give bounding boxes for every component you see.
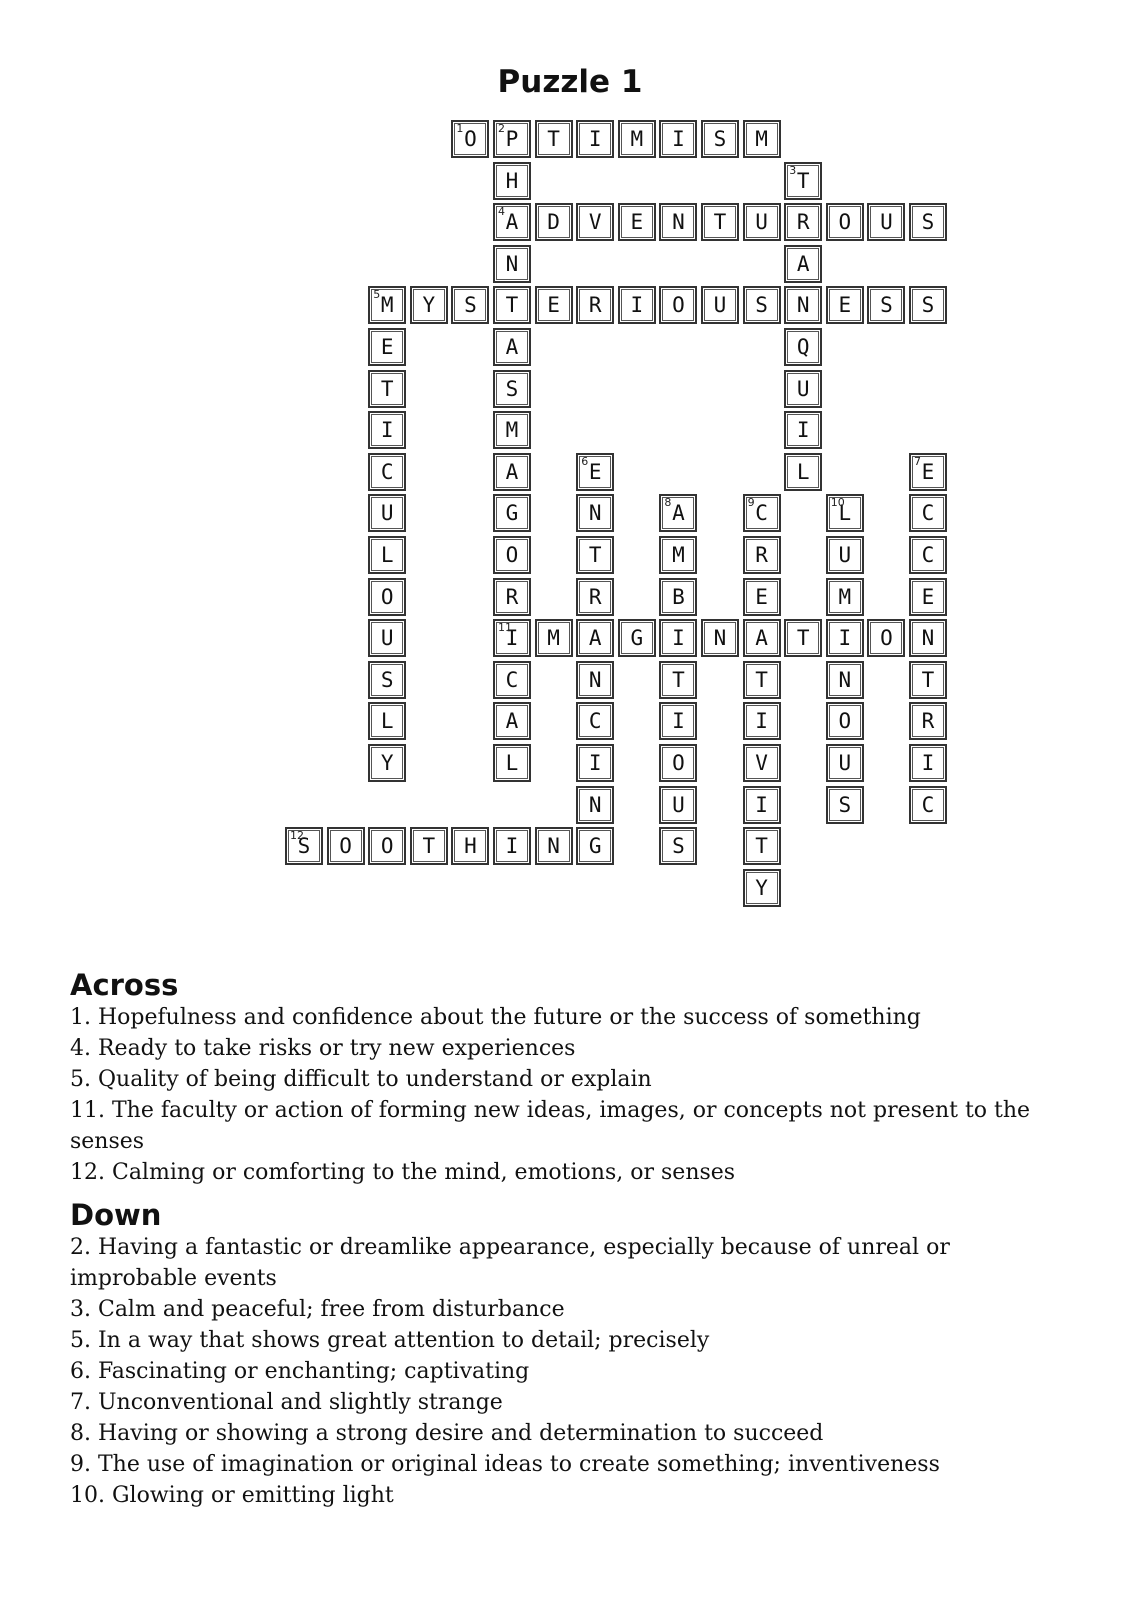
crossword-cell[interactable] xyxy=(659,744,697,782)
crossword-cell[interactable] xyxy=(368,702,406,740)
cell-letter: I xyxy=(505,834,519,859)
cell-letter: C xyxy=(380,459,394,484)
cell-letter: U xyxy=(713,293,727,318)
crossword-cell[interactable] xyxy=(909,744,947,782)
cell-letter: T xyxy=(755,834,768,859)
clue-item: 2. Having a fantastic or dreamlike appearance, especially because of unreal or improbable events xyxy=(70,1235,950,1291)
clue-number: 6 xyxy=(581,454,589,468)
clue-item: 11. The faculty or action of forming new ideas, images, or concepts not present to the senses xyxy=(70,1098,1031,1154)
cell-letter: I xyxy=(505,626,519,651)
crossword-cell[interactable] xyxy=(493,286,531,324)
cell-letter: T xyxy=(588,543,602,567)
crossword-cell[interactable] xyxy=(909,453,947,491)
cell-letter: E xyxy=(630,210,644,235)
crossword-cell[interactable] xyxy=(743,744,781,782)
crossword-cell[interactable] xyxy=(368,619,406,657)
cell-letter: A xyxy=(796,251,810,276)
crossword-cell[interactable] xyxy=(368,370,406,408)
crossword-cell[interactable] xyxy=(909,536,947,574)
crossword-cell[interactable] xyxy=(909,203,947,241)
cell-letter: U xyxy=(880,210,893,235)
crossword-cell[interactable] xyxy=(576,536,614,574)
crossword-cell[interactable] xyxy=(493,245,531,283)
cell-letter: I xyxy=(921,751,935,775)
crossword-cell[interactable] xyxy=(535,286,573,324)
cell-letter: I xyxy=(755,792,768,817)
cell-letter: A xyxy=(755,626,768,651)
clue-number: 9 xyxy=(747,496,755,510)
crossword-cell[interactable] xyxy=(701,203,739,241)
clue-item: 12. Calming or comforting to the mind, emotions, or senses xyxy=(70,1160,736,1185)
crossword-cell[interactable] xyxy=(493,827,531,865)
cell-letter: N xyxy=(588,792,602,817)
crossword-cell[interactable] xyxy=(743,661,781,699)
cell-letter: Y xyxy=(755,875,768,900)
cell-letter: I xyxy=(672,626,685,651)
cell-letter: D xyxy=(547,210,560,235)
crossword-cell[interactable] xyxy=(576,786,614,824)
crossword-cell[interactable] xyxy=(826,203,864,241)
clue-item: 10. Glowing or emitting light xyxy=(70,1483,394,1508)
cell-letter: N xyxy=(796,293,810,318)
cell-letter: A xyxy=(505,709,519,734)
crossword-cell[interactable] xyxy=(576,827,614,865)
cell-letter: T xyxy=(755,667,768,692)
crossword-cell[interactable] xyxy=(368,453,406,491)
cell-letter: S xyxy=(838,792,852,817)
crossword-cell[interactable] xyxy=(659,827,697,865)
cell-letter: C xyxy=(588,709,602,734)
cell-letter: R xyxy=(755,543,768,567)
cell-letter: T xyxy=(921,667,935,692)
crossword-cell[interactable] xyxy=(368,827,406,865)
cell-letter: O xyxy=(505,543,519,567)
cell-letter: A xyxy=(672,501,685,526)
crossword-cell[interactable] xyxy=(451,286,489,324)
clue-item: 7. Unconventional and slightly strange xyxy=(70,1390,503,1415)
crossword-cell[interactable] xyxy=(493,328,531,366)
crossword-cell[interactable] xyxy=(826,536,864,574)
crossword-cell[interactable] xyxy=(826,661,864,699)
crossword-cell[interactable] xyxy=(743,578,781,616)
cell-letter: O xyxy=(380,834,394,859)
cell-letter: R xyxy=(796,210,810,235)
cell-letter: C xyxy=(921,543,935,567)
cell-letter: S xyxy=(464,293,477,318)
clue-item: 4. Ready to take risks or try new experiences xyxy=(70,1036,576,1061)
clue-item: 8. Having or showing a strong desire and determination to succeed xyxy=(70,1421,824,1446)
cell-letter: O xyxy=(464,127,477,151)
cell-letter: L xyxy=(380,543,394,567)
cell-letter: I xyxy=(630,293,644,318)
clue-item: 5. Quality of being difficult to understand or explain xyxy=(70,1067,652,1092)
crossword-cell[interactable] xyxy=(535,203,573,241)
crossword-cell[interactable] xyxy=(659,619,697,657)
crossword-cell[interactable] xyxy=(576,286,614,324)
puzzle-title: Puzzle 1 xyxy=(497,64,643,100)
clue-number: 3 xyxy=(789,163,797,177)
crossword-cell[interactable] xyxy=(701,619,739,657)
cell-letter: A xyxy=(588,626,602,651)
cell-letter: I xyxy=(838,626,852,651)
clue-item: 6. Fascinating or enchanting; captivating xyxy=(70,1359,530,1384)
cell-letter: N xyxy=(713,626,727,651)
cell-letter: Y xyxy=(422,293,436,318)
crossword-cell[interactable] xyxy=(659,120,697,158)
crossword-cell[interactable] xyxy=(867,203,905,241)
cell-letter: S xyxy=(713,127,727,151)
cell-letter: M xyxy=(547,626,560,651)
crossword-cell[interactable] xyxy=(368,536,406,574)
cell-letter: T xyxy=(796,168,810,193)
cell-letter: G xyxy=(505,501,519,526)
crossword-cell[interactable] xyxy=(659,578,697,616)
down-heading: Down xyxy=(70,1198,162,1232)
crossword-cell[interactable] xyxy=(701,286,739,324)
crossword-cell[interactable] xyxy=(784,619,822,657)
cell-letter: G xyxy=(630,626,644,651)
cell-letter: M xyxy=(630,127,644,151)
crossword-cell[interactable] xyxy=(493,120,531,158)
cell-letter: S xyxy=(921,210,935,235)
cell-letter: C xyxy=(921,501,935,526)
cell-letter: O xyxy=(838,210,852,235)
crossword-cell[interactable] xyxy=(826,286,864,324)
cell-letter: I xyxy=(588,127,602,151)
crossword-cell[interactable] xyxy=(784,162,822,200)
crossword-cell[interactable] xyxy=(743,619,781,657)
crossword-cell[interactable] xyxy=(493,619,531,657)
clue-item: 3. Calm and peaceful; free from disturbance xyxy=(70,1297,565,1322)
cell-letter: E xyxy=(380,335,394,359)
crossword-cell[interactable] xyxy=(618,120,656,158)
crossword-cell[interactable] xyxy=(493,536,531,574)
cell-letter: P xyxy=(505,127,519,151)
crossword-cell[interactable] xyxy=(909,619,947,657)
crossword-cell[interactable] xyxy=(826,578,864,616)
cell-letter: M xyxy=(380,293,394,318)
crossword-cell[interactable] xyxy=(743,286,781,324)
crossword-cell[interactable] xyxy=(909,578,947,616)
cell-letter: N xyxy=(838,667,852,692)
clues-section xyxy=(70,968,1080,1511)
crossword-cell[interactable] xyxy=(535,827,573,865)
crossword-cell[interactable] xyxy=(909,494,947,532)
cell-letter: L xyxy=(380,709,394,734)
cell-letter: R xyxy=(588,293,602,318)
cell-letter: M xyxy=(838,584,852,609)
cell-letter: U xyxy=(796,376,810,401)
crossword-cell[interactable] xyxy=(659,661,697,699)
cell-letter: O xyxy=(880,626,893,651)
crossword-cell[interactable] xyxy=(743,827,781,865)
cell-letter: L xyxy=(796,459,810,484)
cell-letter: U xyxy=(672,792,685,817)
crossword-cell[interactable] xyxy=(368,744,406,782)
crossword-cell[interactable] xyxy=(285,827,323,865)
cell-letter: R xyxy=(505,584,519,609)
cell-letter: C xyxy=(921,792,935,817)
cell-letter: S xyxy=(672,834,685,859)
cell-letter: U xyxy=(380,626,394,651)
clue-number: 8 xyxy=(664,496,672,510)
clue-number: 12 xyxy=(290,829,304,843)
cell-letter: N xyxy=(505,251,519,276)
crossword-cell[interactable] xyxy=(535,619,573,657)
crossword-cell[interactable] xyxy=(576,453,614,491)
crossword-cell[interactable] xyxy=(784,453,822,491)
crossword-cell[interactable] xyxy=(576,578,614,616)
crossword-cell[interactable] xyxy=(826,786,864,824)
cell-letter: S xyxy=(505,376,519,401)
crossword-cell[interactable] xyxy=(576,661,614,699)
cell-letter: I xyxy=(380,418,394,443)
crossword-cell[interactable] xyxy=(576,619,614,657)
crossword-cell[interactable] xyxy=(493,661,531,699)
crossword-cell[interactable] xyxy=(368,661,406,699)
cell-letter: S xyxy=(921,293,935,318)
cell-letter: M xyxy=(672,543,685,567)
cell-letter: A xyxy=(505,459,519,484)
crossword-cell[interactable] xyxy=(493,744,531,782)
cell-letter: S xyxy=(297,834,311,859)
down-clue-list xyxy=(70,1232,1080,1511)
cell-letter: V xyxy=(755,751,768,775)
crossword-cell[interactable] xyxy=(535,120,573,158)
clue-number: 7 xyxy=(914,454,921,468)
crossword-cell[interactable] xyxy=(618,286,656,324)
crossword-cell[interactable] xyxy=(410,286,448,324)
crossword-cell[interactable] xyxy=(909,786,947,824)
crossword-cell[interactable] xyxy=(784,286,822,324)
crossword-cell[interactable] xyxy=(576,702,614,740)
crossword-cell[interactable] xyxy=(493,162,531,200)
crossword-cell[interactable] xyxy=(368,578,406,616)
crossword-cell[interactable] xyxy=(826,744,864,782)
cell-letter: E xyxy=(921,459,935,484)
cell-letter: I xyxy=(796,418,810,443)
cell-letter: T xyxy=(796,626,810,651)
crossword-cell[interactable] xyxy=(784,245,822,283)
crossword-cell[interactable] xyxy=(659,203,697,241)
crossword-cell[interactable] xyxy=(659,536,697,574)
cell-letter: L xyxy=(838,501,852,526)
crossword-cell[interactable] xyxy=(368,286,406,324)
cell-letter: L xyxy=(505,751,519,775)
cell-letter: I xyxy=(672,709,685,734)
cell-letter: Q xyxy=(796,335,810,359)
clue-item: 5. In a way that shows great attention to detail; precisely xyxy=(70,1328,710,1353)
cell-letter: C xyxy=(505,667,519,692)
crossword-cell[interactable] xyxy=(701,120,739,158)
crossword-cell[interactable] xyxy=(784,328,822,366)
cell-letter: U xyxy=(755,210,768,235)
cell-letter: E xyxy=(921,584,935,609)
crossword-cell[interactable] xyxy=(743,203,781,241)
cell-letter: H xyxy=(505,168,519,193)
clue-number: 2 xyxy=(498,122,505,135)
cell-letter: T xyxy=(547,127,560,151)
crossword-cell[interactable] xyxy=(743,536,781,574)
cell-letter: E xyxy=(588,459,602,484)
crossword-cell[interactable] xyxy=(327,827,365,865)
crossword-cell[interactable] xyxy=(743,702,781,740)
cell-letter: N xyxy=(588,501,602,526)
crossword-cell[interactable] xyxy=(659,702,697,740)
cell-letter: U xyxy=(380,501,394,526)
crossword-cell[interactable] xyxy=(909,286,947,324)
clue-number: 11 xyxy=(498,621,512,635)
cell-letter: O xyxy=(672,751,685,775)
crossword-cell[interactable] xyxy=(576,203,614,241)
cell-letter: U xyxy=(838,751,852,775)
crossword-cell[interactable] xyxy=(826,619,864,657)
cell-letter: O xyxy=(339,834,352,859)
crossword-cell[interactable] xyxy=(743,494,781,532)
cell-letter: N xyxy=(672,210,685,235)
cell-letter: A xyxy=(505,335,519,359)
crossword-cell[interactable] xyxy=(576,744,614,782)
crossword-cell[interactable] xyxy=(493,370,531,408)
crossword-cell[interactable] xyxy=(493,578,531,616)
crossword-cell[interactable] xyxy=(909,702,947,740)
clue-number: 4 xyxy=(498,205,505,219)
crossword-cell[interactable] xyxy=(867,286,905,324)
cell-letter: O xyxy=(838,709,852,734)
crossword-cell[interactable] xyxy=(368,328,406,366)
across-clue-list xyxy=(70,1002,1080,1188)
crossword-cell[interactable] xyxy=(451,827,489,865)
crossword-cell[interactable] xyxy=(493,453,531,491)
cell-letter: E xyxy=(838,293,852,318)
cell-letter: T xyxy=(713,210,727,235)
cell-letter: R xyxy=(588,584,602,609)
cell-letter: I xyxy=(588,751,602,775)
cell-letter: Y xyxy=(380,751,394,775)
crossword-cell[interactable] xyxy=(909,661,947,699)
cell-letter: R xyxy=(921,709,935,734)
crossword-cell[interactable] xyxy=(659,786,697,824)
cell-letter: I xyxy=(755,709,768,734)
crossword-cell[interactable] xyxy=(784,411,822,449)
cell-letter: B xyxy=(672,584,685,609)
crossword-cell[interactable] xyxy=(451,120,489,158)
crossword-cell[interactable] xyxy=(493,702,531,740)
cell-letter: E xyxy=(547,293,560,318)
cell-letter: C xyxy=(755,501,768,526)
cell-letter: N xyxy=(547,834,560,859)
crossword-cell[interactable] xyxy=(826,702,864,740)
crossword-cell[interactable] xyxy=(618,619,656,657)
cell-letter: V xyxy=(588,210,602,235)
crossword-cell[interactable] xyxy=(659,286,697,324)
cell-letter: M xyxy=(505,418,519,443)
crossword-cell[interactable] xyxy=(493,494,531,532)
cell-letter: S xyxy=(380,667,394,692)
crossword-cell[interactable] xyxy=(576,120,614,158)
crossword-cell[interactable] xyxy=(493,203,531,241)
clue-item: 9. The use of imagination or original ideas to create something; inventiveness xyxy=(70,1452,940,1477)
cell-letter: I xyxy=(672,127,685,151)
crossword-cell[interactable] xyxy=(826,494,864,532)
cell-letter: A xyxy=(505,210,519,235)
cell-letter: T xyxy=(380,376,394,401)
cell-letter: T xyxy=(672,667,685,692)
cell-letter: T xyxy=(422,834,436,859)
crossword-cell[interactable] xyxy=(784,203,822,241)
clue-number: 1 xyxy=(456,122,464,135)
across-heading: Across xyxy=(70,968,179,1002)
crossword-cell[interactable] xyxy=(743,869,781,907)
crossword-cell[interactable] xyxy=(618,203,656,241)
cell-letter: U xyxy=(838,543,852,567)
cell-letter: S xyxy=(880,293,893,318)
crossword-cell[interactable] xyxy=(493,411,531,449)
cell-letter: G xyxy=(588,834,602,859)
cell-letter: E xyxy=(755,584,768,609)
crossword-cell[interactable] xyxy=(743,120,781,158)
clue-item: 1. Hopefulness and confidence about the future or the success of something xyxy=(70,1005,921,1030)
cell-letter: M xyxy=(755,127,768,151)
cell-letter: H xyxy=(464,834,477,859)
cell-letter: T xyxy=(505,293,519,318)
cell-letter: N xyxy=(588,667,602,692)
cell-letter: O xyxy=(672,293,685,318)
crossword-cell[interactable] xyxy=(368,411,406,449)
crossword-cell[interactable] xyxy=(659,494,697,532)
cell-letter: N xyxy=(921,626,935,651)
crossword-cell[interactable] xyxy=(368,494,406,532)
cell-letter: S xyxy=(755,293,768,318)
cell-letter: O xyxy=(380,584,394,609)
crossword-cell[interactable] xyxy=(867,619,905,657)
crossword-cell[interactable] xyxy=(784,370,822,408)
clue-number: 10 xyxy=(830,496,845,510)
clue-number: 5 xyxy=(373,288,381,302)
crossword-cell[interactable] xyxy=(576,494,614,532)
crossword-cell[interactable] xyxy=(410,827,448,865)
crossword-cell[interactable] xyxy=(743,786,781,824)
